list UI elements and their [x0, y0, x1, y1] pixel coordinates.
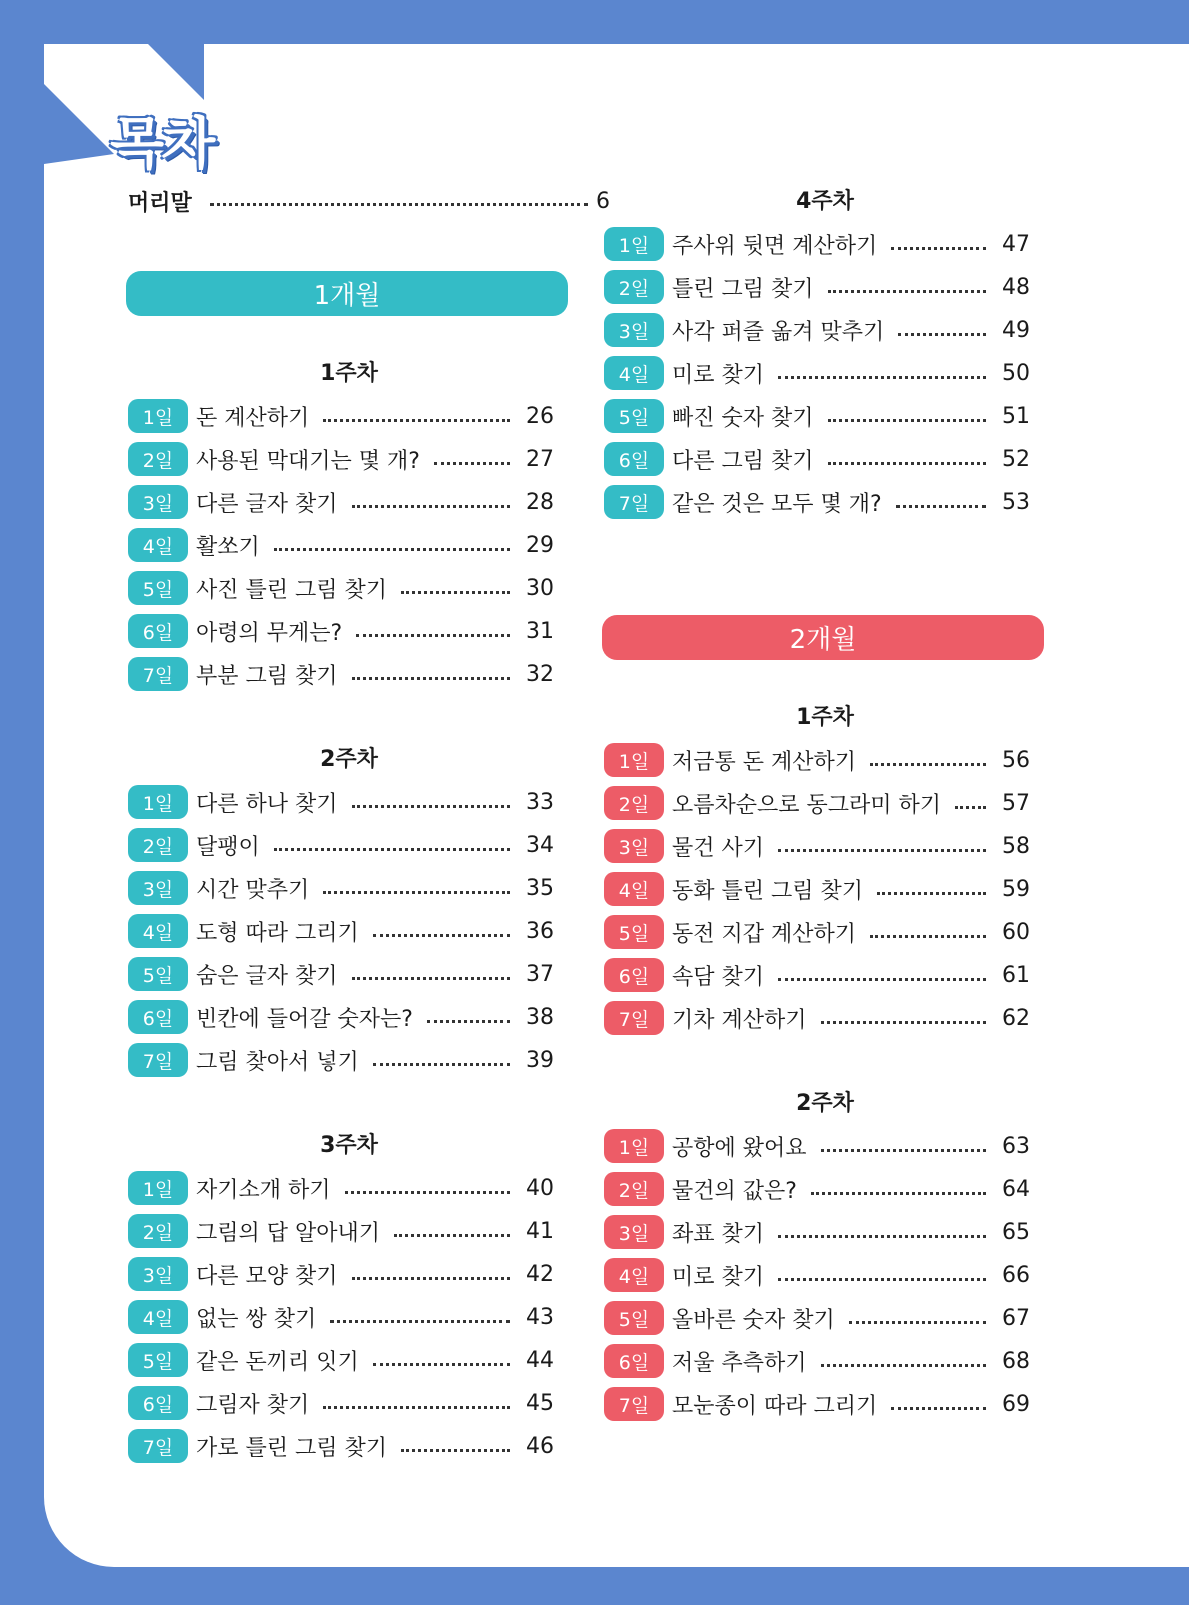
leader-dots [274, 548, 510, 551]
entry-title: 저울 추측하기 [672, 1350, 807, 1376]
entry-page: 64 [1002, 1176, 1030, 1202]
entry-title: 아령의 무게는? [196, 620, 343, 646]
day-badge: 7일 [128, 657, 188, 691]
entry-title: 물건의 값은? [672, 1178, 797, 1204]
day-badge: 2일 [604, 1172, 664, 1206]
leader-dots [274, 848, 510, 851]
leader-dots [898, 333, 986, 336]
entry-title: 그림 찾아서 넣기 [196, 1049, 359, 1075]
day-badge: 3일 [604, 1215, 664, 1249]
toc-entry[interactable] [128, 956, 554, 992]
toc-entry[interactable] [128, 913, 554, 949]
leader-dots [373, 934, 510, 937]
day-badge: 5일 [128, 957, 188, 991]
toc-entry[interactable] [128, 527, 554, 563]
day-badge: 4일 [604, 872, 664, 906]
entry-title: 미로 찾기 [672, 1264, 765, 1290]
preface-label: 머리말 [128, 190, 192, 216]
toc-entry[interactable] [604, 1300, 1030, 1336]
day-badge: 3일 [128, 871, 188, 905]
toc-entry[interactable] [128, 999, 554, 1035]
leader-dots [877, 892, 986, 895]
day-badge: 2일 [128, 442, 188, 476]
leader-dots [870, 763, 986, 766]
day-badge: 6일 [604, 958, 664, 992]
entry-page: 50 [1002, 360, 1030, 386]
leader-dots [778, 376, 986, 379]
entry-page: 48 [1002, 274, 1030, 300]
day-badge: 5일 [128, 571, 188, 605]
entry-page: 37 [526, 961, 554, 987]
day-badge: 1일 [128, 399, 188, 433]
toc-entry[interactable] [128, 1170, 554, 1206]
entry-page: 63 [1002, 1133, 1030, 1159]
toc-entry[interactable] [128, 870, 554, 906]
day-badge: 4일 [604, 356, 664, 390]
toc-entry[interactable] [604, 269, 1030, 305]
entry-page: 59 [1002, 876, 1030, 902]
leader-dots [821, 1364, 986, 1367]
toc-entry[interactable] [604, 398, 1030, 434]
leader-dots [828, 462, 987, 465]
entry-page: 42 [526, 1261, 554, 1287]
entry-title: 그림자 찾기 [196, 1392, 310, 1418]
leader-dots [401, 1449, 510, 1452]
entry-title: 오름차순으로 동그라미 하기 [672, 792, 942, 818]
leader-dots [330, 1320, 510, 1323]
entry-title: 모눈종이 따라 그리기 [672, 1393, 878, 1419]
day-badge: 1일 [604, 743, 664, 777]
entry-title: 공항에 왔어요 [672, 1135, 807, 1161]
entry-title: 미로 찾기 [672, 362, 765, 388]
leader-dots [373, 1363, 510, 1366]
entry-title: 동화 틀린 그림 찾기 [672, 878, 863, 904]
entry-page: 43 [526, 1304, 554, 1330]
entry-page: 46 [526, 1433, 554, 1459]
week-header: 4주차 [796, 189, 854, 214]
entry-title: 없는 쌍 찾기 [196, 1306, 317, 1332]
week-header: 2주차 [796, 1091, 854, 1116]
entry-title: 그림의 답 알아내기 [196, 1220, 381, 1246]
leader-dots [778, 978, 986, 981]
toc-entry[interactable] [604, 441, 1030, 477]
entry-title: 가로 틀린 그림 찾기 [196, 1435, 387, 1461]
week-header: 1주차 [320, 361, 378, 386]
leader-dots [778, 1278, 986, 1281]
week-header: 1주차 [796, 705, 854, 730]
toc-entry[interactable] [604, 312, 1030, 348]
entry-title: 주사위 뒷면 계산하기 [672, 233, 878, 259]
toc-entry[interactable] [128, 398, 554, 434]
toc-entry[interactable] [604, 1386, 1030, 1422]
preface-page: 6 [596, 188, 610, 214]
entry-page: 39 [526, 1047, 554, 1073]
day-badge: 6일 [128, 1000, 188, 1034]
toc-entry[interactable] [604, 226, 1030, 262]
leader-dots [434, 462, 510, 465]
entry-page: 61 [1002, 962, 1030, 988]
entry-title: 사진 틀린 그림 찾기 [196, 577, 387, 603]
leader-dots [828, 419, 987, 422]
entry-title: 기차 계산하기 [672, 1007, 807, 1033]
leader-dots [345, 1191, 510, 1194]
entry-title: 동전 지갑 계산하기 [672, 921, 857, 947]
toc-entry[interactable] [604, 871, 1030, 907]
leader-dots [323, 891, 510, 894]
toc-entry[interactable] [604, 914, 1030, 950]
entry-page: 40 [526, 1175, 554, 1201]
day-badge: 1일 [128, 1171, 188, 1205]
day-badge: 5일 [128, 1343, 188, 1377]
toc-entry[interactable] [128, 1213, 554, 1249]
toc-entry[interactable] [128, 1042, 554, 1078]
day-badge: 7일 [604, 1001, 664, 1035]
entry-title: 물건 사기 [672, 835, 765, 861]
leader-dots [352, 805, 511, 808]
entry-title: 다른 그림 찾기 [672, 448, 814, 474]
leader-dots [352, 677, 511, 680]
entry-page: 33 [526, 789, 554, 815]
day-badge: 1일 [128, 785, 188, 819]
entry-title: 활쏘기 [196, 534, 260, 560]
entry-page: 45 [526, 1390, 554, 1416]
entry-page: 27 [526, 446, 554, 472]
day-badge: 6일 [128, 1386, 188, 1420]
entry-page: 67 [1002, 1305, 1030, 1331]
leader-dots [356, 634, 510, 637]
toc-entry[interactable] [128, 656, 554, 692]
entry-title: 저금통 돈 계산하기 [672, 749, 857, 775]
toc-entry[interactable] [604, 1257, 1030, 1293]
leader-dots [323, 1406, 510, 1409]
toc-entry[interactable] [128, 1256, 554, 1292]
entry-page: 44 [526, 1347, 554, 1373]
leader-dots [870, 935, 986, 938]
entry-page: 69 [1002, 1391, 1030, 1417]
leader-dots [955, 806, 986, 809]
leader-dots [821, 1149, 986, 1152]
day-badge: 7일 [604, 485, 664, 519]
month-header: 1개월 [126, 271, 568, 316]
entry-page: 29 [526, 532, 554, 558]
leader-dots [849, 1321, 986, 1324]
page-title: 목차 [110, 112, 213, 177]
leader-dots [821, 1021, 986, 1024]
toc-entry[interactable] [604, 355, 1030, 391]
entry-page: 47 [1002, 231, 1030, 257]
entry-page: 34 [526, 832, 554, 858]
day-badge: 4일 [128, 914, 188, 948]
toc-entry[interactable] [604, 828, 1030, 864]
day-badge: 5일 [604, 1301, 664, 1335]
toc-entry[interactable] [128, 784, 554, 820]
toc-entry[interactable] [128, 1342, 554, 1378]
day-badge: 4일 [128, 528, 188, 562]
entry-title: 빠진 숫자 찾기 [672, 405, 814, 431]
entry-title: 사각 퍼즐 옮겨 맞추기 [672, 319, 885, 345]
entry-title: 올바른 숫자 찾기 [672, 1307, 835, 1333]
day-badge: 3일 [604, 313, 664, 347]
leader-dots [427, 1020, 510, 1023]
toc-entry[interactable] [128, 484, 554, 520]
entry-page: 49 [1002, 317, 1030, 343]
entry-title: 빈칸에 들어갈 숫자는? [196, 1006, 413, 1032]
week-header: 2주차 [320, 747, 378, 772]
leader-dots [210, 203, 588, 206]
leader-dots [352, 977, 511, 980]
entry-title: 달팽이 [196, 834, 260, 860]
entry-page: 53 [1002, 489, 1030, 515]
entry-page: 31 [526, 618, 554, 644]
day-badge: 6일 [604, 442, 664, 476]
day-badge: 6일 [128, 614, 188, 648]
toc-entry[interactable] [604, 1171, 1030, 1207]
entry-page: 51 [1002, 403, 1030, 429]
day-badge: 7일 [128, 1429, 188, 1463]
preface-entry[interactable] [128, 184, 610, 218]
leader-dots [828, 290, 987, 293]
toc-entry[interactable] [128, 570, 554, 606]
day-badge: 2일 [128, 828, 188, 862]
day-badge: 5일 [604, 399, 664, 433]
entry-title: 시간 맞추기 [196, 877, 310, 903]
day-badge: 1일 [604, 1129, 664, 1163]
toc-entry[interactable] [604, 1214, 1030, 1250]
day-badge: 2일 [604, 270, 664, 304]
toc-entry[interactable] [128, 613, 554, 649]
entry-page: 52 [1002, 446, 1030, 472]
day-badge: 3일 [604, 829, 664, 863]
toc-entry[interactable] [128, 1385, 554, 1421]
toc-entry[interactable] [604, 742, 1030, 778]
entry-page: 66 [1002, 1262, 1030, 1288]
leader-dots [778, 849, 986, 852]
entry-page: 28 [526, 489, 554, 515]
toc-entry[interactable] [128, 1299, 554, 1335]
day-badge: 2일 [128, 1214, 188, 1248]
day-badge: 1일 [604, 227, 664, 261]
leader-dots [811, 1192, 986, 1195]
leader-dots [373, 1063, 510, 1066]
toc-page [44, 44, 1189, 1567]
toc-entry[interactable] [128, 441, 554, 477]
entry-title: 다른 모양 찾기 [196, 1263, 338, 1289]
day-badge: 4일 [604, 1258, 664, 1292]
entry-title: 부분 그림 찾기 [196, 663, 338, 689]
entry-page: 62 [1002, 1005, 1030, 1031]
entry-page: 57 [1002, 790, 1030, 816]
entry-page: 68 [1002, 1348, 1030, 1374]
week-header: 3주차 [320, 1133, 378, 1158]
day-badge: 7일 [604, 1387, 664, 1421]
leader-dots [352, 505, 511, 508]
toc-entry[interactable] [604, 957, 1030, 993]
day-badge: 4일 [128, 1300, 188, 1334]
entry-page: 32 [526, 661, 554, 687]
leader-dots [896, 505, 986, 508]
entry-page: 65 [1002, 1219, 1030, 1245]
toc-entry[interactable] [604, 785, 1030, 821]
entry-title: 같은 돈끼리 잇기 [196, 1349, 359, 1375]
toc-entry[interactable] [604, 1343, 1030, 1379]
entry-title: 사용된 막대기는 몇 개? [196, 448, 420, 474]
day-badge: 5일 [604, 915, 664, 949]
day-badge: 7일 [128, 1043, 188, 1077]
toc-entry[interactable] [604, 1128, 1030, 1164]
entry-page: 58 [1002, 833, 1030, 859]
toc-entry[interactable] [128, 1428, 554, 1464]
leader-dots [352, 1277, 511, 1280]
entry-page: 38 [526, 1004, 554, 1030]
month-header: 2개월 [602, 615, 1044, 660]
leader-dots [891, 247, 986, 250]
leader-dots [323, 419, 510, 422]
entry-title: 돈 계산하기 [196, 405, 310, 431]
entry-title: 같은 것은 모두 몇 개? [672, 491, 882, 517]
leader-dots [891, 1407, 986, 1410]
leader-dots [401, 591, 510, 594]
entry-page: 60 [1002, 919, 1030, 945]
day-badge: 3일 [128, 1257, 188, 1291]
leader-dots [394, 1234, 510, 1237]
entry-page: 36 [526, 918, 554, 944]
entry-title: 속담 찾기 [672, 964, 765, 990]
entry-title: 숨은 글자 찾기 [196, 963, 338, 989]
entry-title: 다른 하나 찾기 [196, 791, 338, 817]
entry-title: 자기소개 하기 [196, 1177, 331, 1203]
entry-page: 26 [526, 403, 554, 429]
day-badge: 2일 [604, 786, 664, 820]
entry-page: 56 [1002, 747, 1030, 773]
leader-dots [778, 1235, 986, 1238]
entry-page: 30 [526, 575, 554, 601]
entry-page: 41 [526, 1218, 554, 1244]
entry-title: 도형 따라 그리기 [196, 920, 359, 946]
entry-title: 틀린 그림 찾기 [672, 276, 814, 302]
entry-title: 다른 글자 찾기 [196, 491, 338, 517]
entry-title: 좌표 찾기 [672, 1221, 765, 1247]
day-badge: 3일 [128, 485, 188, 519]
toc-entry[interactable] [604, 1000, 1030, 1036]
entry-page: 35 [526, 875, 554, 901]
toc-entry[interactable] [128, 827, 554, 863]
toc-entry[interactable] [604, 484, 1030, 520]
day-badge: 6일 [604, 1344, 664, 1378]
